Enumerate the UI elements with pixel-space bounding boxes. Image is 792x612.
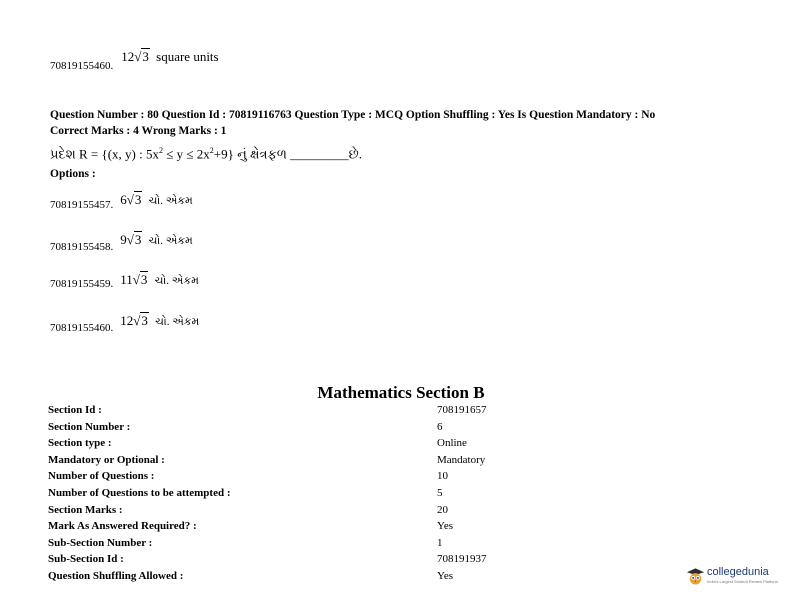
logo-name: collegedunia bbox=[707, 566, 769, 578]
section-info-label: Section Id : bbox=[48, 404, 102, 416]
prev-option bbox=[50, 49, 219, 74]
sqrt-symbol: √3 bbox=[126, 232, 142, 247]
section-info-label: Question Shuffling Allowed : bbox=[48, 570, 184, 582]
question-text: પ્રદેશ R = {(x, y) : $5x^2 \le y \le 2x^2+9$} નું ક્ષેત્રફળ _________છે. bbox=[50, 146, 362, 162]
section-info-label: Section Number : bbox=[48, 420, 131, 433]
section-info-value: Yes bbox=[437, 570, 454, 582]
section-info-value: Mandatory bbox=[437, 453, 486, 466]
section-info-label: Section type : bbox=[48, 437, 112, 450]
section-info-value: Yes bbox=[437, 520, 454, 533]
options-label: Options : bbox=[50, 168, 96, 180]
section-info-label: Sub-Section Id : bbox=[48, 553, 124, 566]
section-info-value: 708191657 bbox=[437, 404, 487, 416]
option-3: 70819155459. 11√3 ચો. એકમ bbox=[50, 272, 199, 290]
section-info-value: 5 bbox=[437, 487, 443, 499]
section-info-value: 20 bbox=[437, 503, 448, 516]
owl-mascot-icon bbox=[686, 566, 705, 586]
section-info-label: Number of Questions to be attempted : bbox=[48, 487, 231, 499]
section-info-value: 6 bbox=[437, 420, 443, 433]
sqrt-symbol: √3 bbox=[132, 272, 148, 287]
section-info-label: Section Marks : bbox=[48, 503, 123, 516]
section-info-value: 10 bbox=[437, 470, 448, 483]
option-2: 70819155458. $^{9√3 ચો. એકમ}$ bbox=[50, 232, 193, 253]
sqrt-symbol: √3 bbox=[133, 313, 148, 328]
option-1: 70819155457. $^{6√3 ચો. એકમ}$ bbox=[50, 192, 193, 211]
collegedunia-logo bbox=[686, 566, 786, 588]
option-value: 12√3 square units bbox=[121, 49, 219, 64]
question-header: Question Number : 80 Question Id : 70819116763 Question Type : MCQ Option Shuffling : Yes Is Question Mandatory : No bbox=[50, 109, 656, 121]
section-info-label: Mark As Answered Required? : bbox=[48, 520, 197, 533]
section-info-label: Number of Questions : bbox=[48, 470, 155, 483]
section-info-label: Mandatory or Optional : bbox=[48, 453, 165, 466]
option-id: 70819155460. bbox=[50, 60, 114, 72]
option-4: 70819155460. $^{12√3 ચો. એકમ}$ bbox=[50, 313, 200, 334]
sqrt-symbol: √3 bbox=[126, 192, 142, 207]
marks-line: Correct Marks : 4 Wrong Marks : 1 bbox=[50, 125, 227, 137]
section-info-label: Sub-Section Number : bbox=[48, 536, 153, 549]
section-title: Mathematics Section B bbox=[317, 383, 485, 402]
sqrt-symbol: √3 bbox=[134, 49, 149, 64]
section-info-value: 708191937 bbox=[437, 553, 487, 566]
section-info-value: 1 bbox=[437, 536, 443, 549]
logo-tagline: India's Largest Student Review Platform bbox=[707, 579, 779, 584]
section-info-value: Online bbox=[437, 437, 467, 450]
